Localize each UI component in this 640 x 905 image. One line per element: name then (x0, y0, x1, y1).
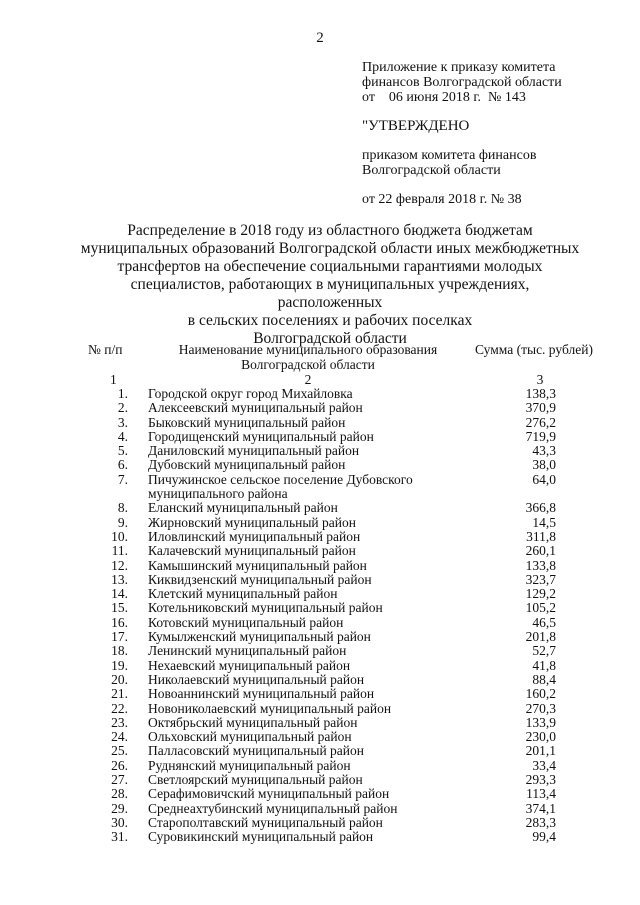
row-sum: 133,9 (525, 714, 556, 730)
row-name: Котовский муниципальный район (148, 614, 344, 630)
approved-line-2: Волгоградской области (362, 163, 501, 178)
row-sum: 270,3 (525, 700, 556, 716)
row-name: Среднеахтубинский муниципальный район (148, 800, 398, 816)
row-number: 19. (111, 657, 128, 673)
table-row (0, 416, 640, 430)
row-sum: 113,4 (526, 786, 556, 802)
row-sum: 719,9 (525, 428, 556, 444)
table-row (0, 587, 640, 601)
row-name: Клетский муниципальный район (148, 586, 338, 602)
row-sum: 41,8 (532, 657, 556, 673)
document-title (80, 222, 580, 348)
row-sum: 293,3 (525, 772, 556, 788)
row-number: 18. (111, 643, 128, 659)
row-sum: 105,2 (525, 600, 556, 616)
table-row (0, 787, 640, 801)
row-number: 21. (111, 686, 128, 702)
row-number: 28. (111, 786, 128, 802)
row-number: 1. (117, 386, 128, 401)
title-line: специалистов, работающих в муниципальных учреждениях, расположенных (130, 276, 530, 311)
header-name (148, 342, 468, 372)
title-line: Волгоградской области (253, 330, 407, 347)
row-sum: 38,0 (532, 457, 556, 473)
table-row (0, 644, 640, 658)
row-number: 13. (111, 571, 128, 587)
row-name: Палласовский муниципальный район (148, 743, 364, 759)
row-sum: 99,4 (532, 829, 556, 845)
table-row (0, 802, 640, 816)
column-number-3: 3 (536, 372, 544, 387)
table-row (0, 458, 640, 472)
table-row (0, 816, 640, 830)
approved-line-1: приказом комитета финансов (362, 148, 537, 163)
table-row (0, 501, 640, 515)
table-row (0, 716, 640, 730)
table-row (0, 473, 640, 502)
row-name: Старополтавский муниципальный район (148, 814, 383, 830)
row-number: 15. (111, 600, 128, 616)
title-line: в сельских поселениях и рабочих поселках (187, 312, 473, 329)
row-name: Руднянский муниципальный район (148, 757, 351, 773)
table-row (0, 659, 640, 673)
table-row (0, 544, 640, 558)
row-sum: 366,8 (525, 500, 556, 516)
row-number: 2. (117, 400, 128, 416)
row-number: 24. (111, 729, 128, 745)
table-row (0, 830, 640, 844)
row-sum: 43,3 (532, 443, 556, 459)
table-row (0, 687, 640, 701)
row-sum: 46,5 (532, 614, 556, 630)
approved-date: от 22 февраля 2018 г. № 38 (362, 192, 522, 207)
page-number: 2 (316, 30, 324, 46)
row-number: 17. (111, 629, 128, 645)
row-name: Киквидзенский муниципальный район (148, 571, 372, 587)
row-number: 10. (111, 528, 128, 544)
table-row (0, 401, 640, 415)
header-name-line-2: Волгоградской области (241, 357, 375, 372)
row-name: Дубовский муниципальный район (148, 457, 346, 473)
table-row (0, 616, 640, 630)
row-sum: 374,1 (525, 800, 556, 816)
row-number: 5. (117, 443, 128, 459)
column-number-1: 1 (110, 372, 117, 387)
row-name: Городской округ город Михайловка (148, 386, 353, 401)
row-number: 12. (111, 557, 128, 573)
row-name: Нехаевский муниципальный район (148, 657, 351, 673)
row-name: Николаевский муниципальный район (148, 671, 365, 687)
table-row (0, 744, 640, 758)
column-numbers-row (0, 372, 640, 387)
row-sum: 201,1 (525, 743, 556, 759)
table-row (0, 730, 640, 744)
row-number: 20. (111, 671, 128, 687)
row-name: Жирновский муниципальный район (148, 514, 356, 530)
row-sum: 129,2 (525, 586, 556, 602)
row-number: 27. (111, 772, 128, 788)
row-name: Котельниковский муниципальный район (148, 600, 383, 616)
approved-title: "УТВЕРЖДЕНО (362, 118, 470, 134)
table-body (0, 387, 640, 845)
row-number: 9. (117, 514, 128, 530)
row-number: 3. (117, 414, 128, 430)
table-row (0, 673, 640, 687)
row-sum: 133,8 (525, 557, 556, 573)
row-sum: 370,9 (525, 400, 556, 416)
row-number: 14. (111, 586, 128, 602)
row-number: 26. (111, 757, 128, 773)
table-row (0, 702, 640, 716)
table-row (0, 444, 640, 458)
header-name-line-1: Наименование муниципального образования (178, 342, 438, 357)
row-name: Серафимовичский муниципальный район (148, 786, 390, 802)
row-sum: 283,3 (525, 814, 556, 830)
row-name: Быковский муниципальный район (148, 414, 346, 430)
header-block (362, 60, 632, 207)
header-num: № п/п (88, 342, 123, 357)
row-sum: 311,8 (526, 528, 556, 544)
table-row (0, 630, 640, 644)
row-number: 31. (111, 829, 128, 845)
row-name: Кумылженский муниципальный район (148, 629, 371, 645)
row-sum: 323,7 (525, 571, 556, 587)
row-number: 16. (111, 614, 128, 630)
row-name: Октябрьский муниципальный район (148, 714, 358, 730)
row-name: Светлоярский муниципальный район (148, 772, 363, 788)
row-number: 25. (111, 743, 128, 759)
row-sum: 201,8 (525, 629, 556, 645)
row-name: Иловлинский муниципальный район (148, 528, 361, 544)
row-sum: 138,3 (525, 386, 556, 401)
table-row (0, 759, 640, 773)
row-sum: 88,4 (532, 671, 556, 687)
row-number: 8. (117, 500, 128, 516)
row-sum: 52,7 (532, 643, 556, 659)
title-line: трансфертов на обеспечение социальными гарантиями молодых (117, 258, 543, 275)
row-sum: 276,2 (525, 414, 556, 430)
row-number: 7. (117, 471, 128, 487)
row-name: Пичужинское сельское поселение Дубовского муниципального района (148, 471, 413, 501)
row-number: 30. (111, 814, 128, 830)
row-name: Камышинский муниципальный район (148, 557, 367, 573)
table-row (0, 573, 640, 587)
row-sum: 230,0 (525, 729, 556, 745)
row-sum: 64,0 (532, 471, 556, 487)
table-row (0, 601, 640, 615)
table-row (0, 516, 640, 530)
appendix-line-2: финансов Волгоградской области (362, 75, 562, 90)
row-number: 29. (111, 800, 128, 816)
row-number: 23. (111, 714, 128, 730)
table-row (0, 530, 640, 544)
title-line: муниципальных образований Волгоградской области иных межбюджетных (80, 240, 580, 257)
row-number: 4. (117, 428, 128, 444)
row-sum: 260,1 (525, 543, 556, 559)
row-number: 22. (111, 700, 128, 716)
row-name: Ленинский муниципальный район (148, 643, 347, 659)
row-sum: 14,5 (532, 514, 556, 530)
header-sum: Сумма (тыс. рублей) (475, 342, 593, 357)
row-name: Даниловский муниципальный район (148, 443, 360, 459)
row-name: Новоаннинский муниципальный район (148, 686, 375, 702)
row-sum: 160,2 (525, 686, 556, 702)
row-sum: 33,4 (532, 757, 556, 773)
row-name: Еланский муниципальный район (148, 500, 338, 516)
appendix-line-3: от 06 июня 2018 г. № 143 (362, 90, 526, 105)
row-number: 11. (111, 543, 128, 559)
table-row (0, 559, 640, 573)
table-row (0, 430, 640, 444)
title-line: Распределение в 2018 году из областного бюджета бюджетам (127, 222, 533, 239)
table-row (0, 773, 640, 787)
appendix-line-1: Приложение к приказу комитета (362, 60, 556, 75)
row-name: Новониколаевский муниципальный район (148, 700, 392, 716)
row-name: Суровикинский муниципальный район (148, 829, 374, 845)
table-row (0, 387, 640, 401)
row-name: Алексеевский муниципальный район (148, 400, 363, 416)
row-name: Ольховский муниципальный район (148, 729, 352, 745)
column-number-2: 2 (304, 372, 312, 387)
row-name: Калачевский муниципальный район (148, 543, 356, 559)
row-number: 6. (117, 457, 128, 473)
row-name: Городищенский муниципальный район (148, 428, 374, 444)
